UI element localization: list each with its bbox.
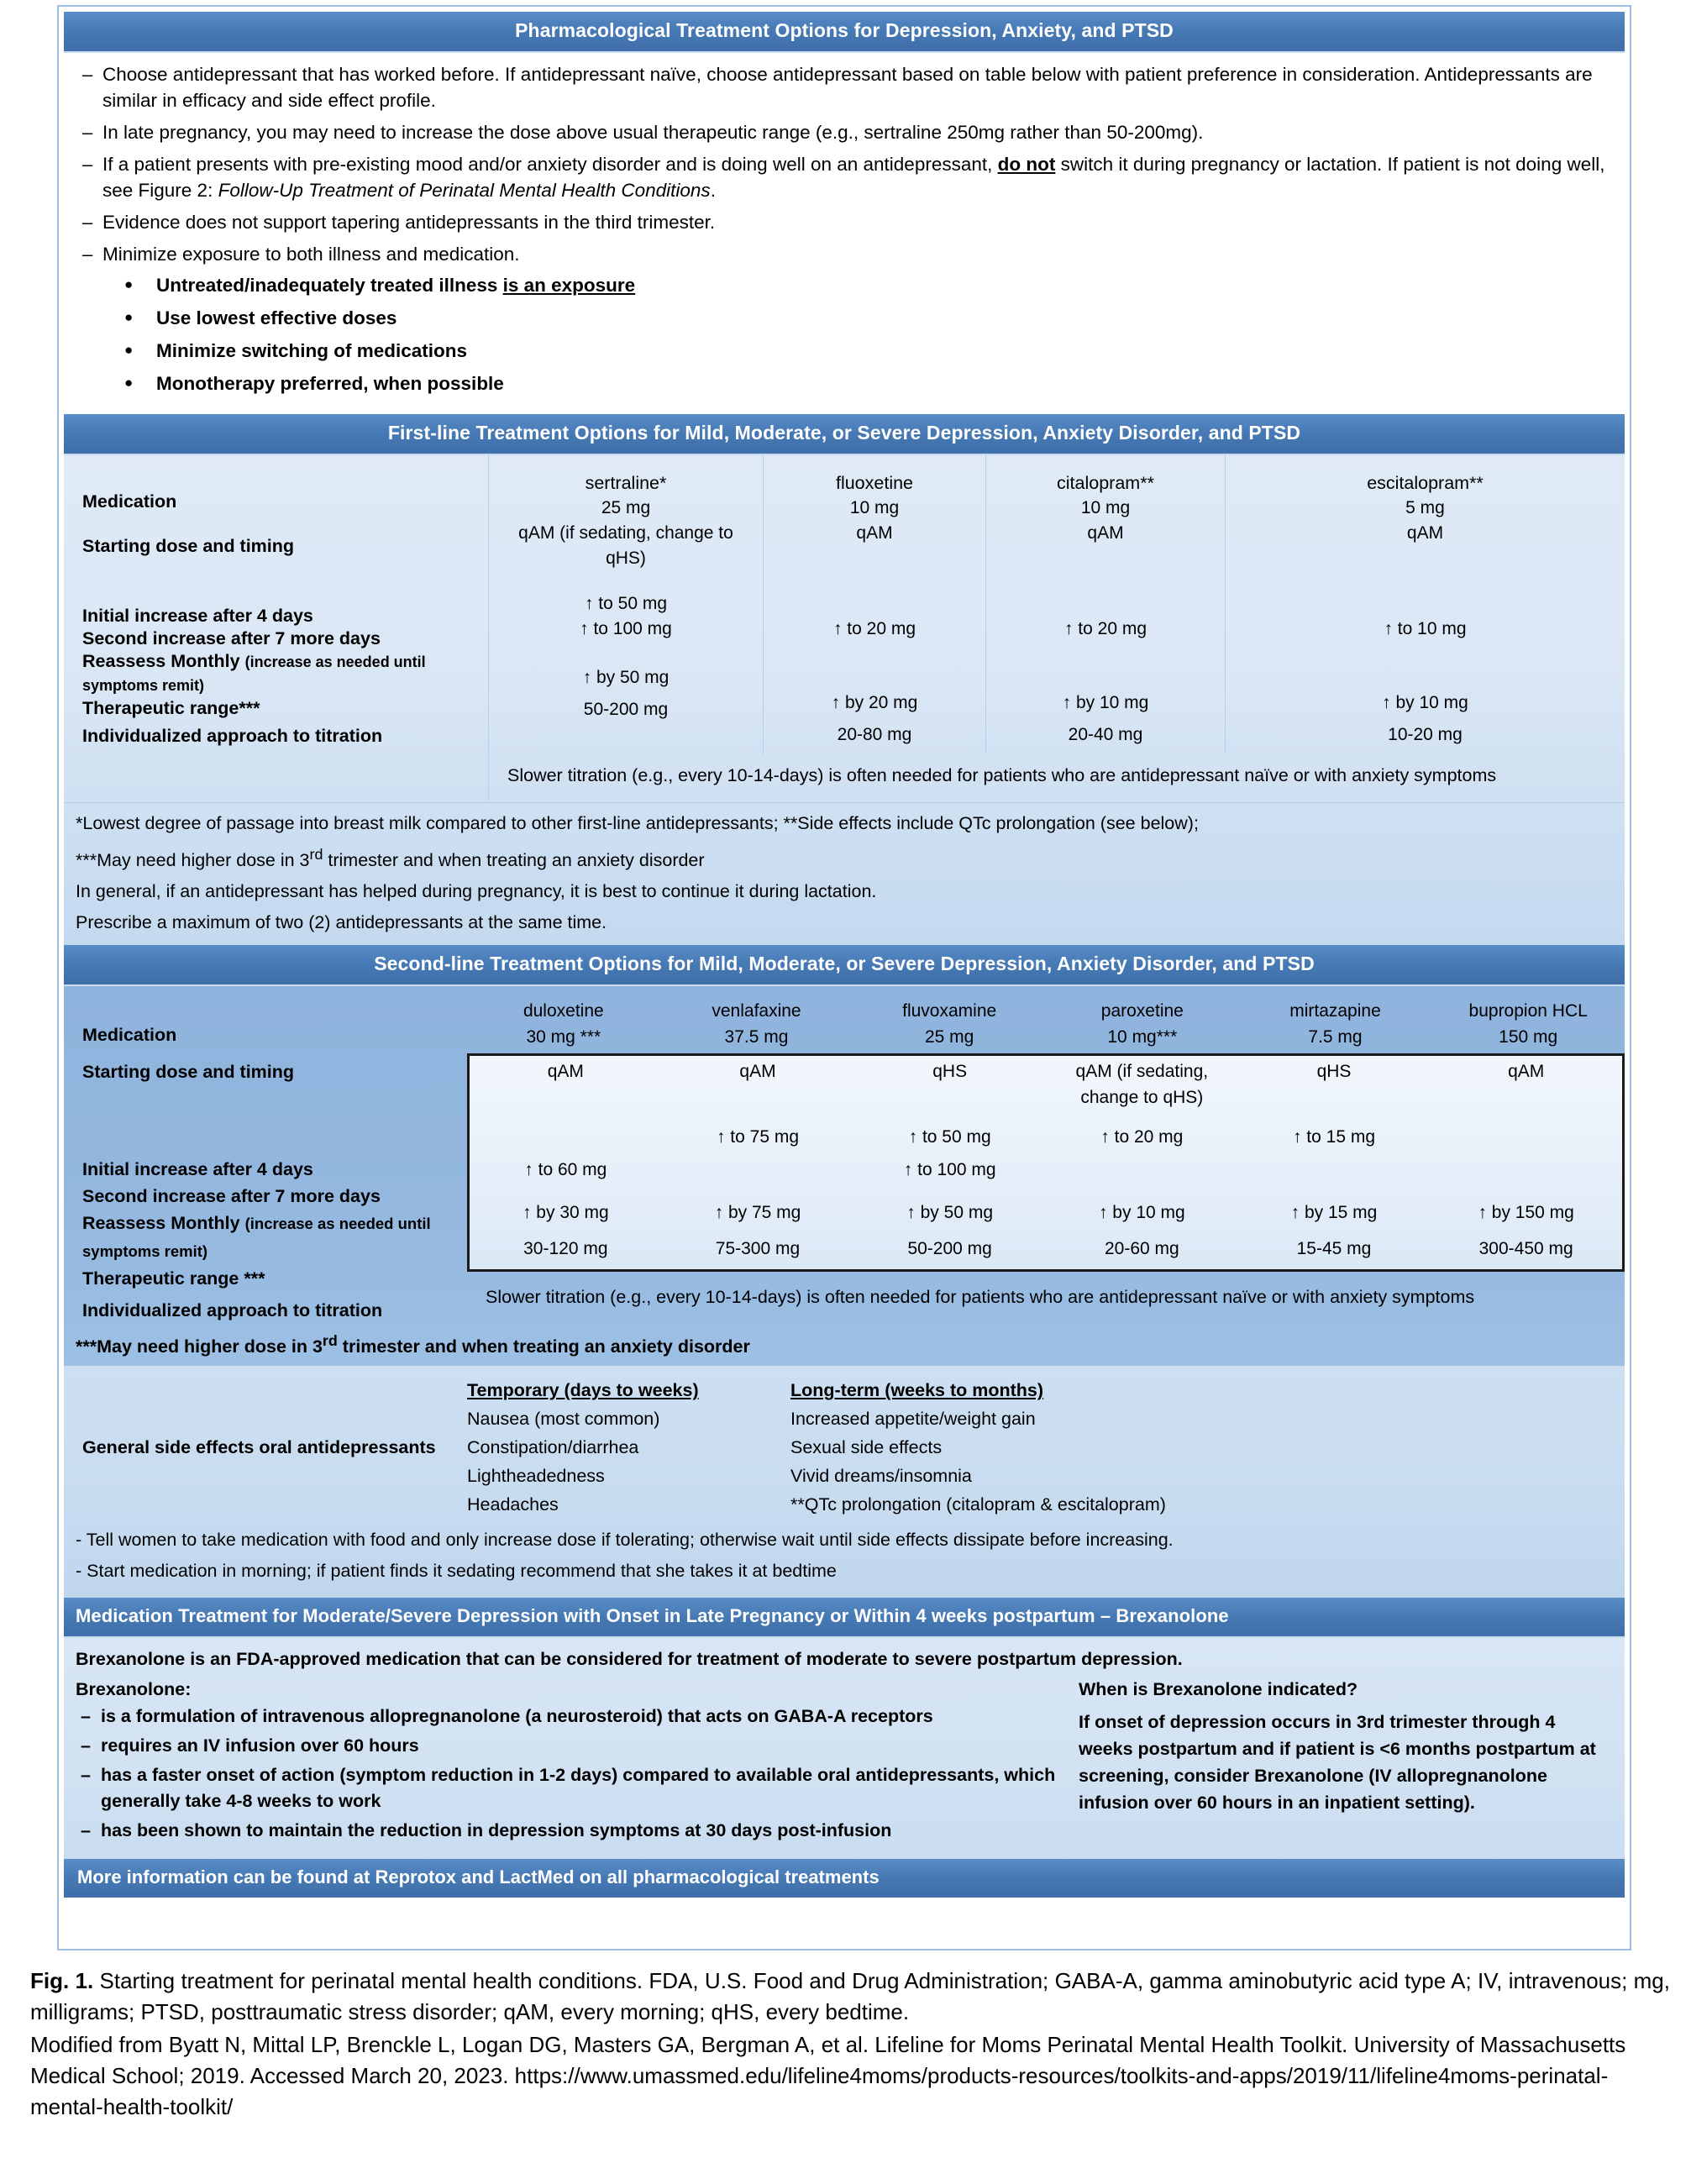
sl-data-box <box>467 1053 1625 1272</box>
sub-bullet-4: ● Monotherapy preferred, when possible <box>76 371 1615 396</box>
fl-label-medication: Medication <box>82 491 177 512</box>
sl-second-5 <box>1430 1154 1622 1185</box>
sl-initial-0 <box>470 1121 662 1152</box>
se-note-1: - Start medication in morning; if patient finds it sedating recommend that she takes it at bedtime <box>76 1561 837 1582</box>
sl-second-4 <box>1238 1154 1431 1185</box>
fl-column-sertraline <box>488 455 763 754</box>
fl-start-timing-0: qAM (if sedating, change to qHS) <box>518 523 733 568</box>
sl-initial-3: ↑ to 20 mg <box>1100 1127 1184 1147</box>
fl-start-timing-3: qAM <box>1406 523 1444 543</box>
sl-timing-2: qHS <box>932 1062 968 1082</box>
sl-reassess-main: Reassess Monthly <box>82 1213 240 1234</box>
bullet3-part1: If a patient presents with pre-existing mood and/or anxiety disorder and is doing well on an antidepressant, <box>102 154 998 175</box>
side-effects-temporary-column <box>467 1376 790 1519</box>
sl-range-3: 20-60 mg <box>1104 1239 1179 1259</box>
first-line-row-labels <box>64 455 488 754</box>
brexanolone-left-column <box>76 1676 1067 1847</box>
second-line-grid <box>64 986 1625 1329</box>
fl-column-citalopram <box>985 455 1225 754</box>
fl-med-name-1: fluoxetine <box>835 473 914 493</box>
sub-bullet-1-text: Untreated/inadequately treated illness <box>156 275 503 296</box>
bullet3-part3: . <box>710 180 716 201</box>
brexanolone-bullet-1: – requires an IV infusion over 60 hours <box>76 1733 1067 1759</box>
fl-reassess-main: Reassess Monthly <box>82 651 240 671</box>
banner-brexanolone: Medication Treatment for Moderate/Severe Depression with Onset in Late Pregnancy or Within 4 weeks postpartum – Brexanolone <box>64 1598 1625 1638</box>
intro-bullet-1: – Choose antidepressant that has worked before. If antidepressant naïve, choose antidepressant based on table below with patient preference in consideration. Antidepressants are similar in efficacy and side effect profile. <box>76 61 1615 113</box>
sl-dose-row <box>467 1024 1625 1050</box>
bullet3-emph: do not <box>997 154 1056 175</box>
sl-footnote: ***May need higher dose in 3rd trimester and when treating an anxiety disorder <box>76 1332 750 1357</box>
sl-med-name-row <box>467 998 1625 1024</box>
brexanolone-columns <box>76 1676 1613 1847</box>
brexanolone-bullet-2: – has a faster onset of action (symptom reduction in 1-2 days) compared to available oral antidepressants, which generally take 4-8 weeks to work <box>76 1762 1067 1814</box>
brexanolone-bullet-0: – is a formulation of intravenous allopregnanolone (a neurosteroid) that acts on GABA-A receptors <box>76 1704 1067 1730</box>
sl-label-initial-increase: Initial increase after 4 days <box>82 1159 313 1180</box>
longterm-item-0: Increased appetite/weight gain <box>790 1409 1036 1430</box>
sub-bullet-1-emph: is an exposure <box>502 275 636 296</box>
fl-note-2: ***May need higher dose in 3rd trimester and when treating an anxiety disorder <box>76 846 705 871</box>
temporary-header: Temporary (days to weeks) <box>467 1380 699 1401</box>
sl-reassess-3: ↑ by 10 mg <box>1098 1203 1185 1223</box>
sl-timing-3: qAM (if sedating, change to qHS) <box>1075 1062 1209 1108</box>
fl-label-initial-increase: Initial increase after 4 days <box>82 606 313 626</box>
sl-label-starting-dose: Starting dose and timing <box>82 1062 295 1083</box>
sl-label-individualized: Individualized approach to titration <box>82 1300 383 1321</box>
sl-med-name-3: paroxetine <box>1100 1001 1184 1021</box>
sl-label-reassess <box>82 1210 467 1265</box>
se-note-0: - Tell women to take medication with food and only increase dose if tolerating; otherwise wait until side effects dissipate before increasing. <box>76 1530 1174 1551</box>
sl-dose-2: 25 mg <box>924 1027 974 1047</box>
fl-titration-note: Slower titration (e.g., every 10-14-days) is often needed for patients who are antidepressant naïve or with anxiety symptoms <box>488 754 1625 802</box>
fl-med-name-3: escitalopram** <box>1367 473 1484 493</box>
banner-pharmacological-treatment: Pharmacological Treatment Options for Depression, Anxiety, and PTSD <box>64 12 1625 53</box>
sl-med-name-2: fluvoxamine <box>902 1001 997 1021</box>
sl-reassess-4: ↑ by 15 mg <box>1290 1203 1378 1223</box>
intro-bullet-4: – Evidence does not support tapering antidepressants in the third trimester. <box>76 209 1615 235</box>
sl-range-row <box>470 1233 1622 1264</box>
fl-initial-2: ↑ to 20 mg <box>1063 619 1147 638</box>
fl-start-dose-1: 10 mg <box>849 498 900 517</box>
fl-label-individualized: Individualized approach to titration <box>82 726 383 746</box>
sl-label-medication: Medication <box>82 1025 177 1046</box>
fl-start-timing-2: qAM <box>1087 523 1124 543</box>
sl-second-3 <box>1046 1154 1238 1185</box>
sl-initial-4: ↑ to 15 mg <box>1292 1127 1376 1147</box>
sl-titration-note: Slower titration (e.g., every 10-14-days) is often needed for patients who are antidepressant naïve or with anxiety symptoms <box>486 1287 1475 1308</box>
fl-range-2: 20-40 mg <box>1068 725 1143 744</box>
brexanolone-section <box>64 1638 1625 1857</box>
caption-fig-label: Fig. 1. <box>30 1968 94 1993</box>
first-line-notes <box>64 802 1625 945</box>
fl-reassess-paren: (increase as needed until symptoms remit) <box>82 654 426 694</box>
bullet3-italic: Follow-Up Treatment of Perinatal Mental Health Conditions <box>218 180 711 201</box>
caption-text: Starting treatment for perinatal mental health conditions. FDA, U.S. Food and Drug Administration; GABA-A, gamma aminobutyric acid type A; IV, intravenous; mg, milligrams; PTSD, posttraumatic stress disorder; qAM, every morning; qHS, every bedtime. <box>30 1968 1670 2024</box>
brexanolone-right-column <box>1067 1676 1613 1847</box>
brexanolone-intro: Brexanolone is an FDA-approved medication that can be considered for treatment of moderate to severe postpartum depression. <box>76 1649 1183 1670</box>
fl-label-starting-dose: Starting dose and timing <box>82 536 295 556</box>
fl-start-dose-0: 25 mg <box>601 498 651 517</box>
sl-reassess-row <box>470 1197 1622 1228</box>
sl-second-row <box>470 1154 1622 1185</box>
side-effects-notes <box>64 1524 1625 1598</box>
temporary-item-1: Constipation/diarrhea <box>467 1437 639 1458</box>
sl-timing-0: qAM <box>547 1062 584 1082</box>
fl-column-fluoxetine <box>763 455 985 754</box>
fl-second-0: ↑ to 100 mg <box>580 619 672 638</box>
fl-range-0: 50-200 mg <box>583 700 669 719</box>
second-line-data <box>467 986 1625 1329</box>
side-effects-longterm-column <box>790 1376 1625 1519</box>
sl-initial-1: ↑ to 75 mg <box>716 1127 800 1147</box>
sl-second-2: ↑ to 100 mg <box>903 1160 996 1180</box>
sl-dose-0: 30 mg *** <box>526 1027 601 1047</box>
temporary-item-2: Lightheadedness <box>467 1466 605 1487</box>
brexanolone-bullet-list <box>76 1704 1067 1844</box>
intro-bullet-3 <box>76 151 1615 203</box>
side-effects-label: General side effects oral antidepressants <box>82 1436 436 1457</box>
fl-reassess-0: ↑ by 50 mg <box>582 668 670 687</box>
sl-range-1: 75-300 mg <box>715 1239 801 1259</box>
sl-timing-row <box>470 1056 1622 1113</box>
longterm-item-2: Vivid dreams/insomnia <box>790 1466 972 1487</box>
brexanolone-question: When is Brexanolone indicated? <box>1079 1679 1358 1700</box>
longterm-header: Long-term (weeks to months) <box>790 1380 1044 1401</box>
sl-med-name-5: bupropion HCL <box>1468 1001 1588 1021</box>
side-effects-section <box>64 1366 1625 1598</box>
fl-note-3: In general, if an antidepressant has helped during pregnancy, it is best to continue it during lactation. <box>76 881 877 902</box>
sl-dose-5: 150 mg <box>1499 1027 1558 1047</box>
first-line-grid <box>64 455 1625 802</box>
fl-note-4: Prescribe a maximum of two (2) antidepressants at the same time. <box>76 912 607 933</box>
fl-med-name-2: citalopram** <box>1057 473 1154 493</box>
fl-med-name-0: sertraline* <box>585 473 667 493</box>
intro-bullet-2: – In late pregnancy, you may need to increase the dose above usual therapeutic range (e.g., sertraline 250mg rather than 50-200mg). <box>76 119 1615 145</box>
intro-bullet-5: – Minimize exposure to both illness and medication. <box>76 241 1615 267</box>
sl-med-name-0: duloxetine <box>523 1001 604 1021</box>
sl-range-2: 50-200 mg <box>907 1239 992 1259</box>
sl-timing-1: qAM <box>739 1062 776 1082</box>
sl-timing-5: qAM <box>1508 1062 1545 1082</box>
sl-initial-2: ↑ to 50 mg <box>908 1127 991 1147</box>
brexanolone-answer: If onset of depression occurs in 3rd trimester through 4 weeks postpartum and if patient is <6 months postpartum at screening, consider Brexanolone (IV allopregnanolone infusion over 60 hours in an inpatient setting). <box>1079 1712 1596 1814</box>
fl-label-second-increase: Second increase after 7 more days <box>82 628 381 648</box>
sl-range-5: 300-450 mg <box>1478 1239 1573 1259</box>
sl-dose-1: 37.5 mg <box>724 1027 789 1047</box>
intro-sub-bullet-list <box>76 273 1615 396</box>
sl-second-0: ↑ to 60 mg <box>524 1160 607 1180</box>
sl-initial-5 <box>1430 1121 1622 1152</box>
fl-column-escitalopram <box>1225 455 1625 754</box>
sl-med-name-1: venlafaxine <box>712 1001 801 1021</box>
sl-med-name-4: mirtazapine <box>1289 1001 1381 1021</box>
fl-reassess-1: ↑ by 20 mg <box>831 693 918 712</box>
sl-reassess-2: ↑ by 50 mg <box>906 1203 994 1223</box>
fl-reassess-3: ↑ by 10 mg <box>1382 693 1468 712</box>
fl-start-dose-3: 5 mg <box>1405 498 1445 517</box>
fl-label-reassess <box>82 650 488 697</box>
sub-bullet-3: ● Minimize switching of medications <box>76 339 1615 364</box>
banner-first-line-treatment: First-line Treatment Options for Mild, Moderate, or Severe Depression, Anxiety Disorder, and PTSD <box>64 414 1625 455</box>
sl-reassess-paren: (increase as needed until symptoms remit) <box>82 1215 431 1261</box>
fl-note-1: *Lowest degree of passage into breast milk compared to other first-line antidepressants; **Side effects include QTc prolongation (see below); <box>76 813 1199 833</box>
fl-range-1: 20-80 mg <box>837 725 912 744</box>
sl-dose-4: 7.5 mg <box>1308 1027 1363 1047</box>
figure-caption <box>30 1966 1670 2123</box>
temporary-item-0: Nausea (most common) <box>467 1409 660 1430</box>
sl-range-4: 15-45 mg <box>1296 1239 1372 1259</box>
longterm-item-3: **QTc prolongation (citalopram & escitalopram) <box>790 1494 1166 1515</box>
sl-reassess-5: ↑ by 150 mg <box>1478 1203 1574 1223</box>
fl-reassess-2: ↑ by 10 mg <box>1062 693 1149 712</box>
fl-label-therapeutic-range: Therapeutic range*** <box>82 698 260 718</box>
figure-frame <box>57 5 1631 1950</box>
sl-label-second-increase: Second increase after 7 more days <box>82 1186 381 1207</box>
sl-range-0: 30-120 mg <box>523 1239 608 1259</box>
sl-label-therapeutic-range: Therapeutic range *** <box>82 1268 265 1289</box>
fl-initial-3: ↑ to 10 mg <box>1384 619 1467 638</box>
second-line-table <box>64 986 1625 1366</box>
fl-range-3: 10-20 mg <box>1388 725 1463 744</box>
brexanolone-bullet-3: – has been shown to maintain the reduction in depression symptoms at 30 days post-infusion <box>76 1818 1067 1844</box>
fl-initial-1: ↑ to 20 mg <box>832 619 916 638</box>
intro-dash-list <box>76 61 1615 267</box>
sl-initial-row <box>470 1121 1622 1152</box>
bullet3-part2: switch it during pregnancy or lactation. If patient is not doing well, see Figure 2: <box>102 154 1605 201</box>
banner-second-line-treatment: Second-line Treatment Options for Mild, Moderate, or Severe Depression, Anxiety Disorder, and PTSD <box>64 945 1625 986</box>
sl-timing-4: qHS <box>1316 1062 1352 1082</box>
sl-second-1 <box>662 1154 854 1185</box>
side-effects-grid <box>64 1366 1625 1524</box>
sub-bullet-2: ● Use lowest effective doses <box>76 306 1615 331</box>
sl-reassess-1: ↑ by 75 mg <box>714 1203 801 1223</box>
temporary-item-3: Headaches <box>467 1494 559 1515</box>
longterm-item-1: Sexual side effects <box>790 1437 943 1458</box>
sl-reassess-0: ↑ by 30 mg <box>522 1203 609 1223</box>
brexanolone-list-title: Brexanolone: <box>76 1679 192 1700</box>
sub-bullet-1 <box>76 273 1615 298</box>
sl-dose-3: 10 mg*** <box>1107 1027 1178 1047</box>
second-line-row-labels <box>64 986 467 1329</box>
banner-more-information: More information can be found at Reprotox and LactMed on all pharmacological treatments <box>64 1857 1625 1898</box>
caption-source: Modified from Byatt N, Mittal LP, Brenckle L, Logan DG, Masters GA, Bergman A, et al. Lifeline for Moms Perinatal Mental Health Toolkit. University of Massachusetts Medical School; 2019. Accessed March 20, 2023. https://www.umassmed.edu/lifeline4moms/products-resources/toolkits-and-apps/2019/11/lifeline4moms-perinatal-mental-health-toolkit/ <box>30 2032 1626 2119</box>
first-line-table <box>64 455 1625 802</box>
fl-initial-0: ↑ to 50 mg <box>584 594 668 613</box>
intro-bullet-block <box>64 53 1625 414</box>
fl-start-timing-1: qAM <box>856 523 893 543</box>
fl-start-dose-2: 10 mg <box>1080 498 1131 517</box>
